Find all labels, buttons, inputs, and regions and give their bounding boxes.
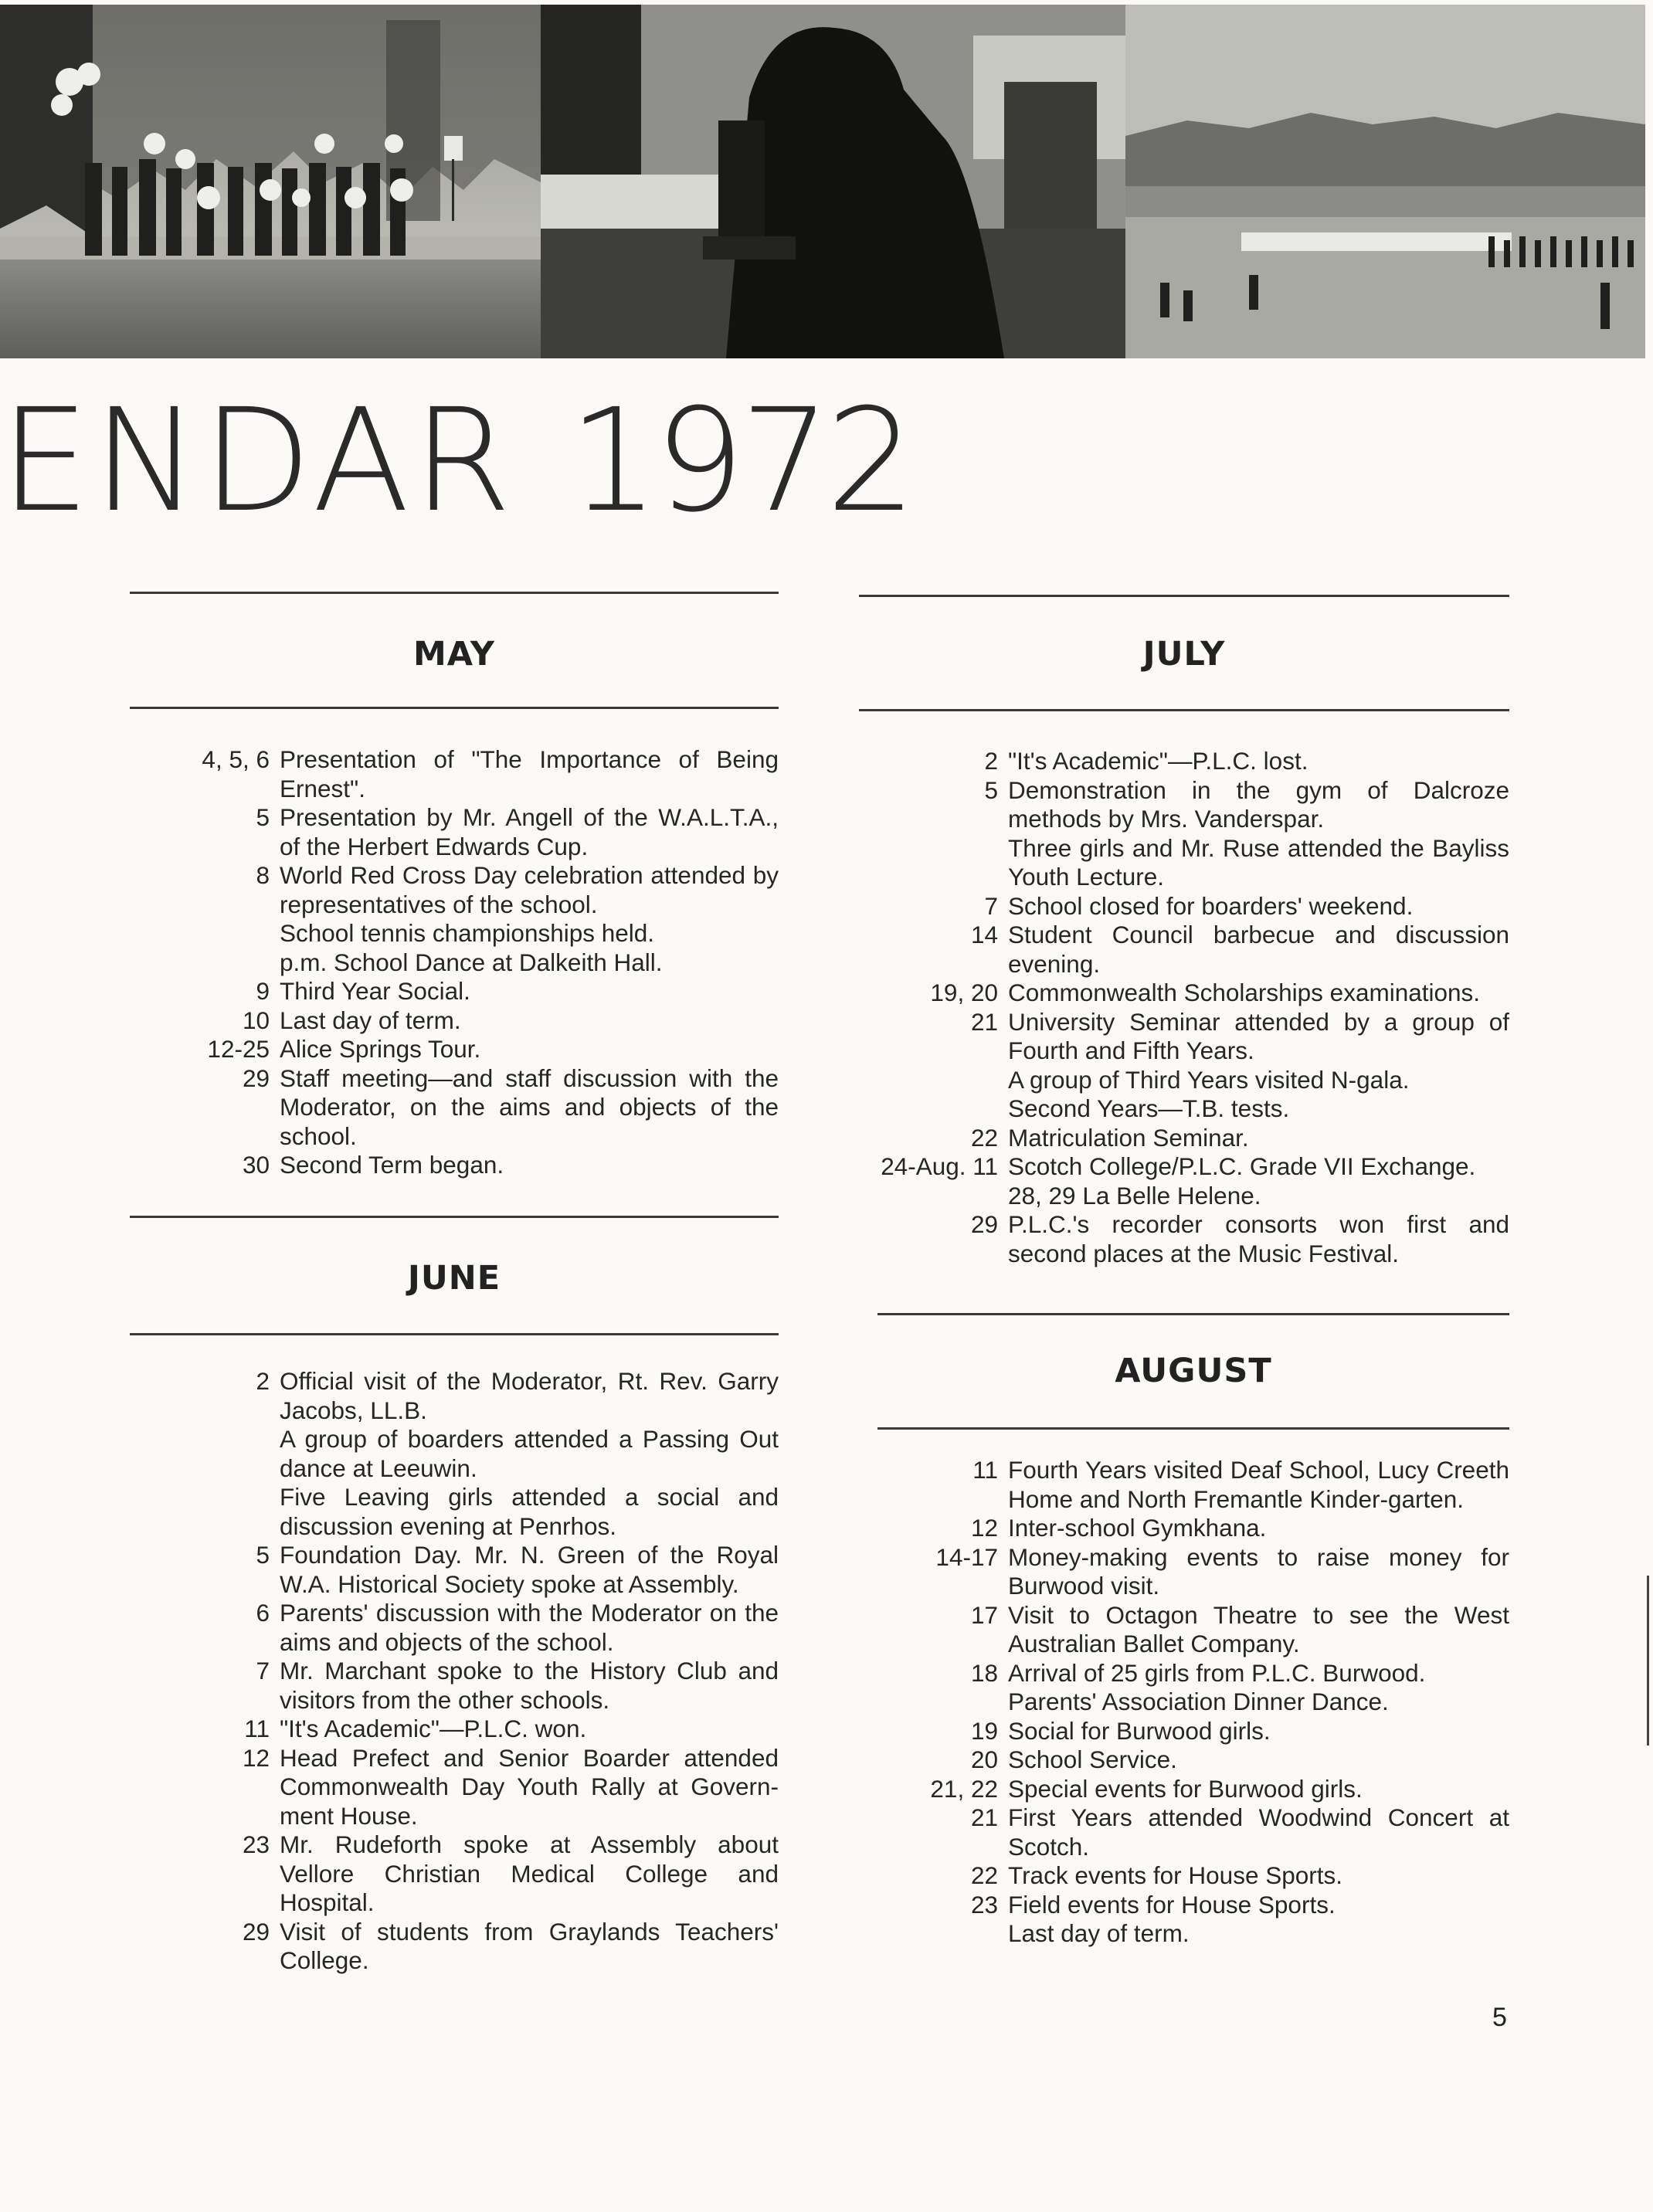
event-item [0,1717,1509,1746]
event-line: Visit to Octagon Theatre to see the West Australian Ballet Company. [1008,1600,1509,1657]
event-description [1008,892,1509,921]
event-line: Inter-school Gymkhana. [1008,1514,1267,1542]
event-description [1008,1746,1509,1775]
event-date: 30 [242,1151,270,1179]
may-bottom-rule [130,707,779,709]
event-date: 6 [256,1599,270,1627]
event-line: Fourth Years visited Deaf School, Lucy Creeth Home and North Fremantle Kinder-garten. [1008,1456,1509,1513]
event-item [0,1124,1509,1153]
event-date: 17 [970,1600,998,1629]
event-item [0,1601,1509,1659]
event-line: A group of boarders attended a Passing Out dance at Leeuwin. [280,1425,779,1482]
event-date: 21 [970,1803,998,1831]
event-line: Second Term began. [280,1151,504,1179]
event-line: Last day of term. [1008,1919,1190,1947]
event-date: 5 [256,1541,270,1569]
event-description [1008,921,1509,979]
event-date: 5 [984,775,998,804]
july-heading: JULY [1142,635,1226,673]
event-item [0,979,1509,1008]
event-line: Third Year Social. [280,977,470,1005]
event-item [0,1152,1509,1210]
event-date: 18 [970,1658,998,1687]
photo-student-at-microscope [541,5,1125,358]
august-top-rule [877,1313,1509,1315]
event-date: 11 [244,1715,270,1742]
july-bottom-rule [859,709,1509,711]
event-line: School closed for boarders' weekend. [1008,891,1414,920]
june-heading: JUNE [407,1259,501,1298]
july-event-list [0,747,1509,1268]
event-line: Foundation Day. Mr. N. Green of the Royal W.A. Historical Society spoke at Assembly. [280,1541,779,1598]
event-line: Special events for Burwood girls. [1008,1774,1363,1803]
margin-mark [1647,1576,1649,1746]
event-date: 24-Aug. 11 [881,1152,998,1180]
august-bottom-rule [877,1427,1509,1430]
event-item [0,1861,1509,1891]
event-description [1008,1717,1509,1746]
event-line: Scotch College/P.L.C. Grade VII Exchange. [1008,1152,1476,1180]
event-line: Parents' Association Dinner Dance. [1008,1688,1389,1715]
event-date: 5 [256,803,270,831]
may-top-rule [130,592,779,594]
page-number: 5 [1492,2003,1507,2032]
title-year: 1972 [569,378,912,544]
page-title [0,378,912,544]
event-date: 2 [256,1367,270,1395]
event-line: Alice Springs Tour. [280,1035,481,1063]
event-date: 12-25 [207,1035,270,1063]
event-line: Presentation by Mr. Angell of the W.A.L.T.A., of the Herbert Edwards Cup. [280,803,779,860]
event-item [0,747,1509,776]
event-date: 12 [242,1743,270,1772]
event-line: Commonwealth Scholarships examinations. [1008,979,1481,1006]
event-date: 2 [984,747,998,775]
event-line: Head Prefect and Senior Boarder attended Commonwealth Day Youth Rally at Govern-ment House. [280,1743,779,1830]
event-item [0,1543,1509,1601]
event-date: 22 [970,1861,998,1889]
event-item [0,1891,1509,1949]
event-item [0,921,1509,979]
event-line: 28, 29 La Belle Helene. [1008,1181,1261,1209]
event-date: 14-17 [935,1542,998,1571]
photo-girls-with-balloons [0,5,541,358]
event-description [1008,1152,1509,1210]
event-line: Arrival of 25 girls from P.L.C. Burwood. [1008,1658,1426,1687]
event-date: 12 [970,1514,998,1542]
event-line: Money-making events to raise money for Burwood visit. [1008,1542,1509,1600]
august-heading: AUGUST [1115,1352,1272,1390]
event-line: Second Years—T.B. tests. [1008,1094,1290,1122]
event-description [1008,1803,1509,1861]
event-line: Field events for House Sports. [1008,1890,1336,1919]
event-date: 22 [970,1123,998,1152]
event-description [1008,1543,1509,1601]
event-line: Student Council barbecue and discussion evening. [1008,921,1509,978]
event-description [1008,1601,1509,1659]
event-description [1008,776,1509,892]
august-event-list [0,1456,1509,1949]
event-line: School tennis championships held. [280,919,655,947]
event-line: Demonstration in the gym of Dalcroze methods by Mrs. Vanderspar. [1008,775,1509,833]
event-date: 14 [970,921,998,948]
event-line: Official visit of the Moderator, Rt. Rev. Garry Jacobs, LL.B. [280,1367,779,1424]
photo-school-assembly-field [1125,5,1645,358]
event-item [0,1456,1509,1514]
event-description [1008,1659,1509,1717]
event-item [0,776,1509,892]
event-date: 4, 5, 6 [202,745,270,773]
event-date: 23 [242,1830,270,1858]
event-date: 23 [970,1890,998,1919]
event-date: 29 [970,1210,998,1238]
event-date: 19, 20 [930,979,998,1006]
event-line: Last day of term. [280,1006,461,1034]
event-description [1008,1008,1509,1124]
event-item [0,1210,1509,1268]
event-description [1008,1861,1509,1891]
event-date: 21, 22 [930,1774,998,1803]
july-top-rule [859,595,1509,597]
event-date: 19 [970,1716,998,1745]
june-bottom-rule [130,1333,779,1335]
event-description [1008,1514,1509,1543]
event-item [0,1803,1509,1861]
event-line: Matriculation Seminar. [1008,1123,1249,1152]
event-line: p.m. School Dance at Dalkeith Hall. [280,948,663,976]
event-item [0,1775,1509,1804]
event-line: "It's Academic"—P.L.C. won. [280,1715,587,1742]
event-date: 21 [970,1007,998,1036]
event-description [1008,747,1509,776]
event-description [1008,1775,1509,1804]
event-date: 29 [242,1917,270,1946]
event-item [0,1746,1509,1775]
title-text: ENDAR [0,378,515,544]
event-date: 20 [970,1746,998,1773]
event-description [1008,1124,1509,1153]
event-line: Five Leaving girls attended a social and discussion evening at Penrhos. [280,1483,779,1540]
event-description [1008,1210,1509,1268]
may-heading: MAY [412,635,496,673]
event-date: 7 [984,891,998,920]
event-line: Visit of students from Graylands Teachers' College. [280,1917,779,1974]
event-date: 7 [256,1657,270,1684]
event-line: Mr. Rudeforth spoke at Assembly about Vellore Christian Medical College and Hospital. [280,1830,779,1916]
event-date: 8 [256,861,270,889]
event-line: First Years attended Woodwind Concert at Scotch. [1008,1803,1509,1861]
event-line: A group of Third Years visited N-gala. [1008,1065,1410,1094]
event-date: 10 [242,1006,270,1034]
event-item [0,1008,1509,1124]
event-line: Presentation of "The Importance of Being Ernest". [280,745,779,802]
event-line: Three girls and Mr. Ruse attended the Bayliss Youth Lecture. [1008,833,1509,891]
event-line: School Service. [1008,1746,1177,1773]
event-line: Staff meeting—and staff discussion with the Moderator, on the aims and objects of the school. [280,1064,779,1150]
event-line: World Red Cross Day celebration attended by representatives of the school. [280,861,779,918]
event-line: Parents' discussion with the Moderator on the aims and objects of the school. [280,1599,779,1656]
event-item [0,1514,1509,1543]
event-description [1008,1456,1509,1514]
event-description [1008,979,1509,1008]
event-description [1008,1891,1509,1949]
event-line: Track events for House Sports. [1008,1861,1343,1889]
event-item [0,1659,1509,1717]
event-line: Social for Burwood girls. [1008,1716,1271,1745]
event-line: Mr. Marchant spoke to the History Club and visitors from the other schools. [280,1657,779,1714]
event-date: 11 [972,1456,998,1484]
event-date: 29 [242,1064,270,1092]
event-date: 9 [256,977,270,1005]
event-item [0,892,1509,921]
event-line: University Seminar attended by a group of Fourth and Fifth Years. [1008,1007,1509,1064]
event-line: P.L.C.'s recorder consorts won first and second places at the Music Festival. [1008,1210,1509,1267]
event-line: "It's Academic"—P.L.C. lost. [1008,747,1308,775]
